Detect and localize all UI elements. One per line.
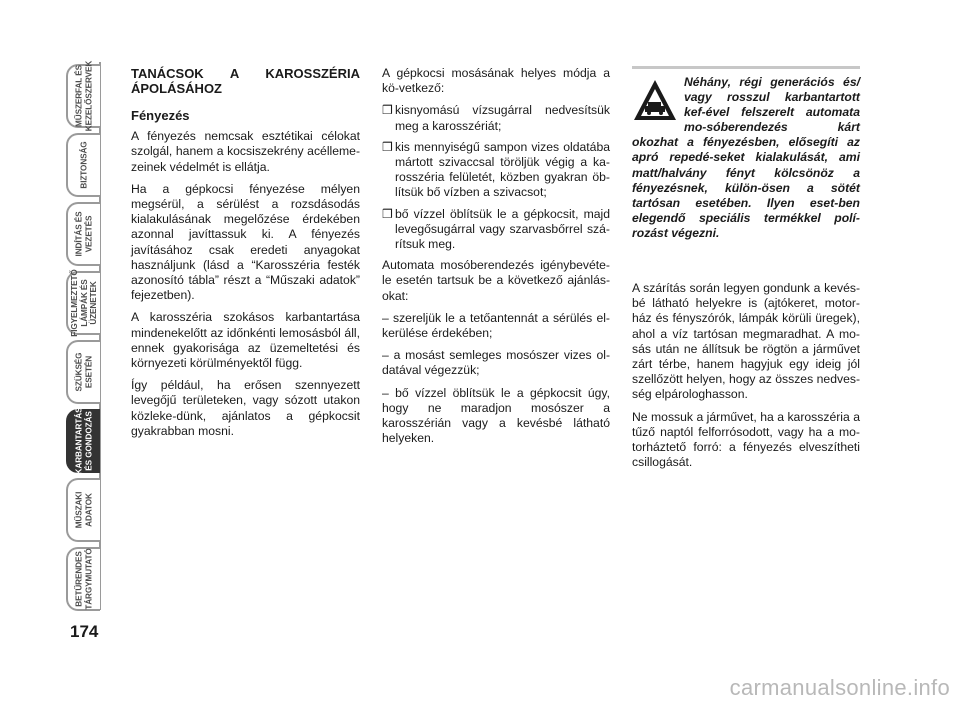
paragraph: – a mosást semleges mosószer vizes ol-datával végezzük; [382,348,610,378]
paragraph: Így például, ha erősen szennyezett levegőjű területeken, vagy sózott utakon közleke-dünk, ajánlatos a gépkocsit gyakrabban mosni. [131,378,360,438]
paragraph: A szárítás során legyen gondunk a kevés-bé látható helyekre is (ajtókeret, motor-ház és fényszórók, lámpák körüli üregek), ahol a víz tartósan megmaradhat. A mo-sás után ne állítsuk be rögtön a járművet zárt térbe, hanem hagyjuk egy ideig jól szellőzött helyen, hogy az összes nedves-ség elpárologhasson. [632,281,860,402]
warning-box [632,66,860,241]
list-item-text: bő vízzel öblítsük le a gépkocsit, majd levegősugárral vagy szarvasbőrrel szá-rítsuk meg. [395,206,610,252]
paragraph: A fényezés nemcsak esztétikai célokat szolgál, hanem a kocsiszekrény acélleme-zeinek védelmét is ellátja. [131,129,360,174]
sidebar-tab-beturendes[interactable] [66,547,100,611]
sidebar-tab-figyelmezteto[interactable] [66,271,100,335]
paragraph: A gépkocsi mosásának helyes módja a kö-vetkező: [382,66,610,96]
sidebar-tab-label: MŰSZAKI ADATOK [74,491,93,529]
paragraph: Ne mossuk a járművet, ha a karosszéria a tűző naptól felforrósodott, vagy ha a mo-torháztető forró: a fényezés elveszítheti csillogását. [632,409,860,470]
column-2 [382,66,610,453]
page-number: 174 [70,622,99,641]
sidebar-tab-karbantartas[interactable] [66,409,100,473]
list-item-text: kisnyomású vízsugárral nedvesítsük meg a karosszériát; [395,103,610,133]
warning-car-icon [632,77,678,123]
sidebar-tab-label: BETŰRENDES TÁRGYMUTATÓ [74,548,93,610]
list-item [382,140,610,201]
sidebar-tab-label: MŰSZERFAL ÉS KEZELŐSZERVEK [74,60,93,132]
sidebar-tab-label: FIGYELMEZTETŐ LÁMPÁK ÉS ÜZENETEK [69,269,98,337]
column-3 [632,66,860,477]
warning-top-rule [632,66,860,69]
section-heading: TANÁCSOK A KAROSSZÉRIA ÁPOLÁSÁHOZ [131,66,360,96]
sidebar-tab-label: BIZTONSÁG [79,141,89,189]
list-item [382,207,610,253]
sidebar-tab-szukseg[interactable] [66,340,100,404]
sidebar-tab-muszerfal[interactable] [66,60,100,132]
checkbox-bullet-icon: ❒ [382,206,393,221]
sidebar-tab-muszaki[interactable] [66,478,100,542]
sidebar-tab-label: INDÍTÁS ÉS VEZETÉS [74,211,93,257]
paragraph: A karosszéria szokásos karbantartása mindenekelőtt az időnkénti lemosásból áll, ennek gyakorisága az üzemeltetési és környezeti körülményektől függ. [131,310,360,371]
column-1 [131,66,360,446]
checkbox-bullet-icon: ❒ [382,103,393,118]
checkbox-bullet-icon: ❒ [382,139,393,154]
warning-text: Néhány, régi generációs és/ vagy rosszul karbantartott kef-ével felszerelt automata mo-sóberendezés kárt okozhat a fényezésben, elősegíti az apró repedé-seket kialakulását, ami matt/halvány fényt kölcsönöz a fényezésnek, külön-ösen a sötét tartósan esetében. Ilyen eset-ben elegendő speciális termékkel polí-rozást végezni. [632,75,860,240]
paragraph: Automata mosóberendezés igénybevéte-le esetén tartsuk be a következő ajánlás-okat: [382,258,610,303]
paragraph: Ha a gépkocsi fényezése mélyen megsérül, a sérülést a rozsdásodás kialakulásának megelőzése érdekében azonnal javíttassuk ki. A fényezés javításához csak eredeti anyagokat használjunk (lásd a “Karosszéria festék azonosító tábla” részt a “Műszaki adatok” fejezetben). [131,181,360,303]
sidebar-tab-label: KARBANTARTÁS ÉS GONDOZÁS [74,407,93,475]
list-item-text: kis mennyiségű sampon vizes oldatába mártott szivaccsal töröljük végig a ka-rosszéria felületét, közben gyakran öb-lítsük bő vízben a szivacsot; [395,139,610,200]
sidebar-tab-biztonsag[interactable] [66,133,100,197]
subsection-heading: Fényezés [131,108,190,123]
list-item [382,103,610,133]
paragraph: – szereljük le a tetőantennát a sérülés el-kerülése érdekében; [382,310,610,341]
paragraph: – bő vízzel öblítsük le a gépkocsit úgy, hogy ne maradjon mosószer a karosszérián vagy a kevésbé látható helyeken. [382,385,610,446]
sidebar-tab-label: SZÜKSÉG ESETÉN [74,352,93,392]
watermark-text: carmanualsonline.info [729,675,950,700]
sidebar-tab-inditas[interactable] [66,202,100,266]
